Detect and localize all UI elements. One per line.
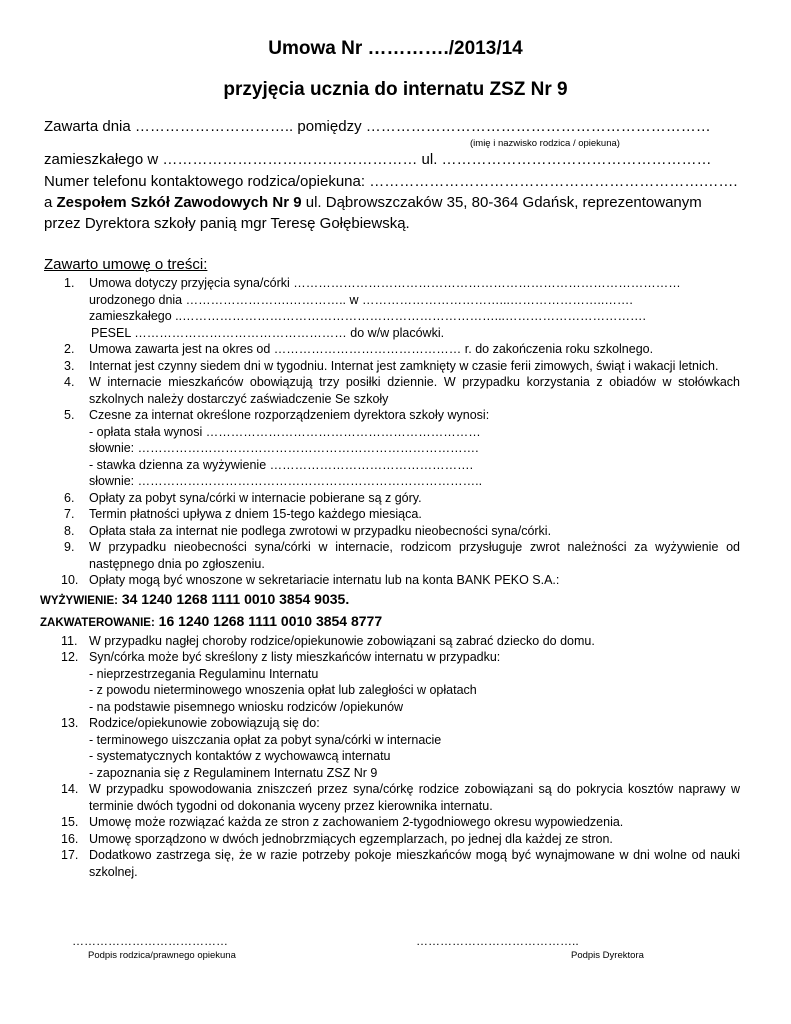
clause-text: Umowę sporządzono w dwóch jednobrzmiących egzemplarzach, po jednej dla każdej ze stron. (89, 831, 613, 846)
clause-9 (64, 539, 740, 572)
clause-1-residence-line: zamieszkałego ..…………………………………………………………………...……………………………. (89, 309, 646, 323)
clause-text: Internat jest czynny siedem dni w tygodniu. Internat jest zamknięty w czasie ferii zimowych, świąt i wakacji letnich. (89, 358, 719, 373)
clause-text: W przypadku spowodowania zniszczeń przez syna/córkę rodzice zobowiązani są do pokrycia kosztów naprawy w terminie dwóch tygodni od dokonania wyceny przez kierownika internatu. (89, 782, 740, 813)
removal-reason: - nieprzestrzegania Regulaminu Internatu (89, 666, 319, 681)
clause-1-pesel-line: PESEL …………………………………………… do w/w placówki. (91, 325, 445, 340)
clause-1-birth-line: urodzonego dnia …………………….………….. w ……………………………...…………………..……. (89, 292, 633, 307)
school-address: ul. Dąbrowszczaków 35, 80-364 Gdańsk, reprezentowanym (301, 194, 702, 211)
bank-account-housing (40, 611, 716, 633)
clause-number: 16. (61, 831, 79, 846)
clause-number: 13. (61, 716, 79, 730)
clause-number: 8. (64, 523, 75, 538)
bank-food-account-number: 34 1240 1268 1111 0010 3854 9035 (117, 590, 346, 607)
bank-account-food (40, 589, 716, 611)
director-signature-label: Podpis Dyrektora (571, 950, 644, 961)
clause-3 (64, 358, 740, 375)
clause-text: W przypadku nieobecności syna/córki w internacie, rodzicom przysługuje zwrot należności za wyżywienie od następnego dnia po zgłoszeniu. (89, 540, 740, 571)
director-signature-line: ………………………………….. (416, 934, 579, 948)
clause-12-line: Syn/córka może być skreślony z listy mieszkańców internatu w przypadku: (89, 650, 501, 664)
clause-number: 2. (64, 342, 75, 356)
clause-4 (64, 374, 740, 407)
fixed-fee-words-line: słownie: ………………………………………………………………………. (89, 441, 479, 455)
clause-1-line: Umowa dotyczy przyjęcia syna/córki ………………………………………………………………………………… (89, 276, 681, 290)
clause-number: 5. (64, 408, 75, 422)
clause-number: 4. (64, 375, 75, 389)
clause-16 (61, 831, 740, 848)
clause-number: 7. (64, 507, 75, 521)
clause-text: Termin płatności upływa z dniem 15-tego każdego miesiąca. (89, 507, 422, 521)
clause-11 (61, 633, 740, 650)
bank-food-label: WYŻYWIENIE: (40, 594, 118, 607)
clause-number: 11. (61, 633, 78, 648)
clause-5 (64, 407, 740, 490)
clause-number: 15. (61, 815, 79, 829)
clause-number: 9. (64, 540, 75, 554)
clause-text: W internacie mieszkańców obowiązują trzy posiłki dziennie. W przypadku korzystania z obiadów w stołówkach szkolnych należy dostarczyć zaświadczenie Se szkoły (89, 375, 740, 406)
clause-text: Umowa zawarta jest na okres od ……………………………………… r. do zakończenia roku szkolnego. (89, 342, 654, 356)
clause-2 (64, 341, 740, 358)
clause-14 (61, 781, 740, 814)
fixed-fee-line: - opłata stała wynosi ………………………………………………………… (89, 424, 481, 439)
clause-13-line: Rodzice/opiekunowie zobowiązują się do: (89, 716, 320, 730)
clause-15 (61, 814, 740, 831)
contract-clauses (40, 275, 740, 880)
intro-school-prefix: a (44, 194, 57, 211)
clause-10 (61, 572, 740, 589)
parent-obligation: - terminowego uiszczania opłat za pobyt syna/córki w internacie (89, 732, 442, 747)
parent-obligation: - zapoznania się z Regulaminem Internatu ZSZ Nr 9 (89, 765, 378, 780)
parent-signature-line: ………………………………… (72, 934, 228, 948)
contract-title: Umowa Nr …………./2013/14 (268, 38, 523, 59)
clause-1 (64, 275, 740, 341)
clause-number: 3. (64, 358, 75, 373)
content-heading: Zawarto umowę o treści: (44, 256, 208, 273)
parent-obligation: - systematycznych kontaktów z wychowawcą internatu (89, 749, 391, 763)
clause-12 (61, 649, 740, 715)
parent-signature-label: Podpis rodzica/prawnego opiekuna (88, 950, 236, 961)
clause-7 (64, 506, 740, 523)
bank-housing-label: ZAKWATEROWANIE: (40, 616, 155, 629)
intro-phone-line: Numer telefonu kontaktowego rodzica/opiekuna: ………………………………………………………….……. (44, 173, 738, 190)
clause-number: 14. (61, 782, 79, 796)
clause-number: 17. (61, 848, 79, 862)
intro-school-line (44, 194, 702, 211)
clause-number: 12. (61, 650, 79, 664)
clause-6 (64, 490, 740, 507)
clause-17 (61, 847, 740, 880)
clause-text: Dodatkowo zastrzega się, że w razie potrzeby pokoje mieszkańców mogą być wynajmowane w dni wolne od nauki szkolnej. (89, 848, 740, 879)
intro-date-line: Zawarta dnia ………………………….. pomiędzy …………………………………………………………… (44, 118, 711, 135)
clause-5-line: Czesne za internat określone rozporządzeniem dyrektora szkoły wynosi: (89, 408, 490, 422)
bank-food-period: . (345, 590, 350, 607)
parent-name-hint: (imię i nazwisko rodzica / opiekuna) (470, 138, 620, 149)
clause-text: Opłata stała za internat nie podlega zwrotowi w przypadku nieobecności syna/córki. (89, 523, 552, 538)
intro-address-line: zamieszkałego w …………………………………………… ul. ……………………………………………… (44, 151, 712, 168)
bank-housing-account-number: 16 1240 1268 1111 0010 3854 8777 (154, 612, 383, 629)
clause-text: W przypadku nagłej choroby rodzice/opiekunowie zobowiązani są zabrać dziecko do domu. (89, 633, 595, 648)
clause-8 (64, 523, 740, 540)
clause-13 (61, 715, 740, 781)
school-name: Zespołem Szkół Zawodowych Nr 9 (56, 194, 302, 211)
contract-subtitle: przyjęcia ucznia do internatu ZSZ Nr 9 (223, 79, 568, 100)
daily-food-rate-words-line: słownie: ……………………………………………………………………….. (89, 474, 483, 488)
clause-number: 6. (64, 490, 75, 505)
clause-text: Opłaty mogą być wnoszone w sekretariacie internatu lub na konta BANK PEKO S.A.: (89, 573, 560, 587)
intro-director-line: przez Dyrektora szkoły panią mgr Teresę Gołębiewską. (44, 215, 410, 232)
removal-reason: - z powodu nieterminowego wnoszenia opłat lub zaległości w opłatach (89, 683, 477, 697)
daily-food-rate-line: - stawka dzienna za wyżywienie …………………………………………. (89, 457, 474, 472)
removal-reason: - na podstawie pisemnego wniosku rodziców /opiekunów (89, 699, 404, 714)
clause-text: Opłaty za pobyt syna/córki w internacie pobierane są z góry. (89, 490, 422, 505)
clause-number: 1. (64, 276, 75, 290)
clause-number: 10. (61, 573, 79, 587)
clause-text: Umowę może rozwiązać każda ze stron z zachowaniem 2-tygodniowego okresu wypowiedzenia. (89, 815, 624, 829)
